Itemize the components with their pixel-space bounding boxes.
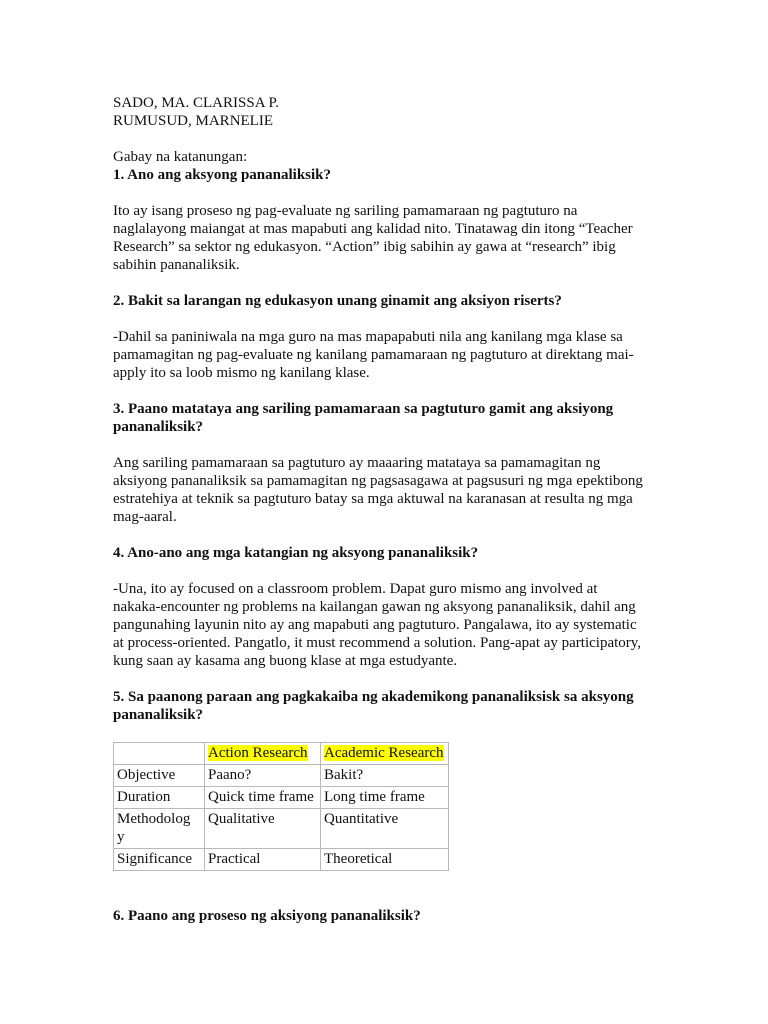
table-cell: Bakit? [321,765,449,787]
table-header-cell [205,743,321,765]
intro-heading: Gabay na katanungan: [113,149,248,165]
table-cell: Practical [205,849,321,871]
table-row [114,849,449,871]
question-4: 4. Ano-ano ang mga katangian ng aksyong pananaliksik? [113,545,479,561]
question-6: 6. Paano ang proseso ng aksiyong pananaliksik? [113,908,421,924]
question-3: 3. Paano matataya ang sariling pamamaraan sa pagtuturo gamit ang aksiyong pananaliksik? [113,401,614,435]
table-row [114,787,449,809]
answer-3: Ang sariling pamamaraan sa pagtuturo ay maaaring matataya sa pamamagitan ng aksiyong pananaliksik sa pamamagitan ng pagsasagawa at pagsusuri ng mga epektibong estratehiya at teknik sa pagtuturo batay sa mga aktuwal na karanasan at resulta ng mga mag-aaral. [113,455,643,525]
table-row [114,809,449,849]
table-cell: Significance [114,849,205,871]
document-body [113,94,643,925]
table-cell: Paano? [205,765,321,787]
question-1: 1. Ano ang aksyong pananaliksik? [113,167,332,183]
table-cell: Theoretical [321,849,449,871]
table-cell: Quantitative [321,809,449,849]
answer-1: Ito ay isang proseso ng pag-evaluate ng sariling pamamaraan ng pagtuturo na naglalayong maiangat at mas mapabuti ang kalidad nito. Tinatawag din itong “Teacher Research” sa sektor ng edukasyon. “Action” ibig sabihin ay gawa at “research” ibig sabihin pananaliksik. [113,203,633,273]
highlighted-header: Academic Research [324,745,444,761]
table-header-row [114,743,449,765]
table-row [114,765,449,787]
answer-2: -Dahil sa paniniwala na mga guro na mas mapapabuti nila ang kanilang mga klase sa pamamagitan ng pag-evaluate ng kanilang pamamaraan ng pagtuturo at direktang mai-apply ito sa loob mismo ng kanilang klase. [113,329,634,381]
table-header-cell [114,743,205,765]
author-name-2: RUMUSUD, MARNELIE [113,113,274,129]
table-cell: Long time frame [321,787,449,809]
table-header-cell [321,743,449,765]
author-name-1: SADO, MA. CLARISSA P. [113,95,279,111]
table-cell: Objective [114,765,205,787]
table-cell: Methodolog y [114,809,205,849]
question-2: 2. Bakit sa larangan ng edukasyon unang ginamit ang aksiyon riserts? [113,293,562,309]
highlighted-header: Action Research [208,745,308,761]
comparison-table [113,742,449,871]
table-cell: Qualitative [205,809,321,849]
table-cell: Duration [114,787,205,809]
question-5: 5. Sa paanong paraan ang pagkakaiba ng akademikong pananaliksisk sa aksyong pananaliksik? [113,689,634,723]
answer-4: -Una, ito ay focused on a classroom problem. Dapat guro mismo ang involved at nakaka-encounter ng problems na kailangan gawan ng aksyong pananaliksik, dahil ang pangunahing layunin nito ay ang mapabuti ang pagtuturo. Pangalawa, ito ay systematic at process-oriented. Pangatlo, it must recommend a solution. Pang-apat ay participatory, kung saan ay kasama ang buong klase at mga estudyante. [113,581,642,669]
table-cell: Quick time frame [205,787,321,809]
